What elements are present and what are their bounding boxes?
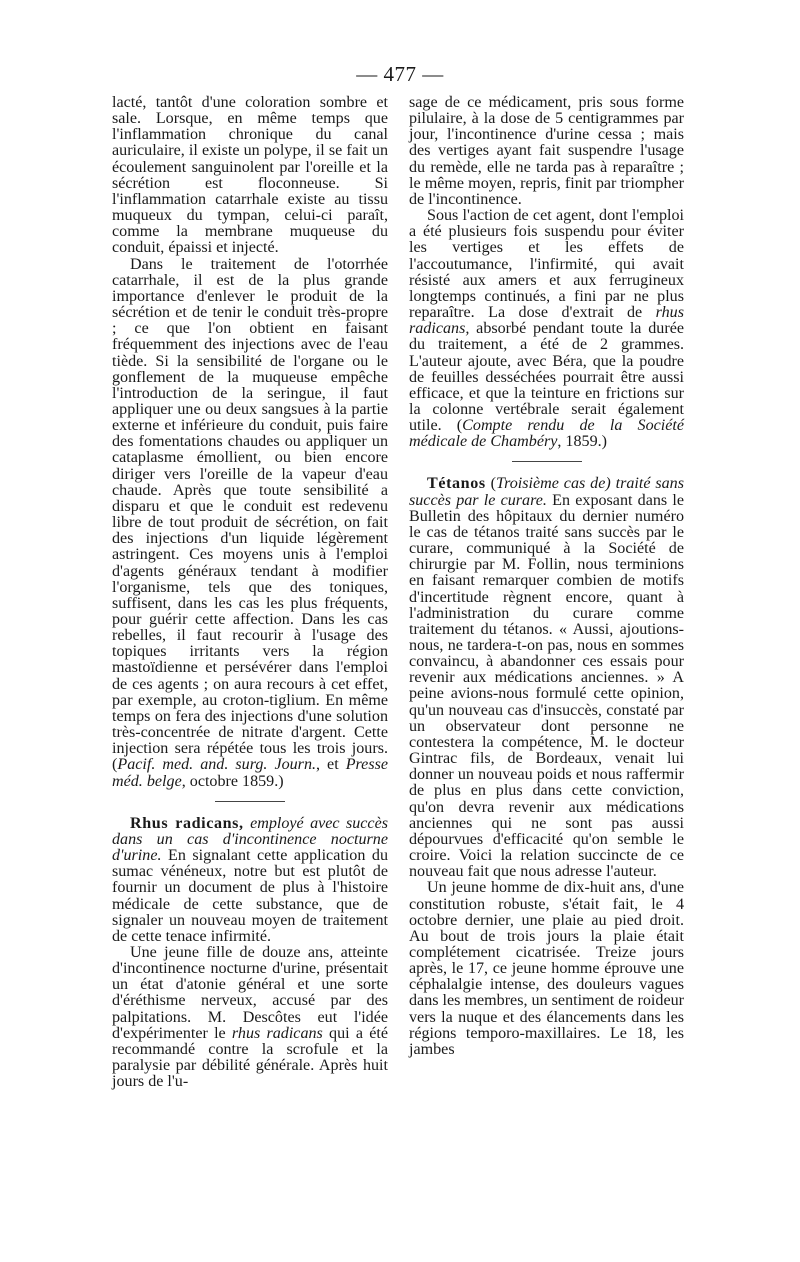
case-text-end: qui a été recommandé contre la scrofule et la paralysie par débilité générale. Après huit jours de l'u- xyxy=(112,1024,388,1091)
left-column xyxy=(112,95,388,1090)
citation-chambery: Compte rendu de la Société médicale de Chambéry xyxy=(409,417,684,451)
case-text-start: Une jeune fille de douze ans, atteinte d'incontinence nocturne d'urine, présentait un état d'atonie général et une sorte d'éréthisme nerveux, accusé par des palpitations. M. Descôtes eut l'idée d'expérimenter le xyxy=(112,943,388,1042)
paragraph-case-young-man: Un jeune homme de dix-huit ans, d'une constitution robuste, s'était fait, le 4 octobre dernier, une plaie au pied droit. Au bout de trois jours la plaie était complétement cicatrisée. Treize jours après, le 17, ce jeune homme éprouve une céphalalgie intense, des douleurs vagues dans les membres, un sentiment de roideur vers la nuque et des élancements dans les régions temporo-maxillaires. Le 18, les jambes xyxy=(409,879,684,1058)
tetanos-heading: Tétanos xyxy=(427,475,486,493)
paragraph-otorrhea-treatment xyxy=(112,257,388,790)
citation-pacif: Pacif. med. and. surg. Journ. xyxy=(117,756,317,774)
citation-year: , 1859.) xyxy=(557,433,607,451)
rhus-subtitle: employé avec succès dans un cas d'incontinence nocturne d'urine. xyxy=(112,814,388,865)
rhus-intro: En signalant cette application du sumac vénéneux, notre but est plutôt de fournir un document de plus à l'histoire médicale de cette substance, que de signaler un nouveau moyen de traitement de cette tenace infirmité. xyxy=(112,847,388,945)
citation-date: , octobre 1859.) xyxy=(181,772,284,790)
section-rhus-radicans xyxy=(112,816,388,945)
section-divider xyxy=(512,461,582,462)
tetanos-subtitle: Troisième cas de) traité sans succès par le curare. xyxy=(409,475,684,509)
treatment-text: Dans le traitement de l'otorrhée catarrhale, il est de la plus grande importance d'enlever le produit de la sécrétion et de tenir le conduit très-propre ; ce que l'on obtient en faisant fréquemment des injections avec de l'eau tiède. Si la sensibilité de l'organe ou le gonflement de la muqueuse empêche l'introduction de la seringue, il faut appliquer une ou deux sangsues à la partie externe et inférieure du conduit, puis faire des fomentations chaudes ou appliquer un cataplasme émollient, ou bien encore diriger vers l'oreille de la vapeur d'eau chaude. Après que toute sensibilité a disparu et que le conduit est redevenu libre de tout produit de sécrétion, on fait des injections d'un liquide légèrement astringent. Ces moyens unis à l'emploi d'agents généraux tendant à modifier l'organisme, tels que des toniques, suffisent, dans les cas les plus fréquents, pour guérir cette affection. Dans les cas rebelles, il faut recourir à l'usage des topiques irritants vers la région mastoïdienne et persévérer dans l'emploi de ces agents ; on aura recours à cet effet, par exemple, au croton-tiglium. En même temps on fera des injections d'une solution très-concentrée de nitrate d'argent. Cette injection sera répétée tous les trois jours. ( xyxy=(112,255,388,774)
dose-text-mid: absorbé pendant toute la durée du traitement, a été de 2 grammes. L'auteur ajoute, avec Béra, que la poudre de feuilles desséchées pourrait être aussi efficace, et que la teinture en frictions sur la colonne vertébrale serait également utile. ( xyxy=(409,320,684,435)
rhus-italic: rhus radicans xyxy=(231,1024,323,1042)
page-number: — 477 — xyxy=(356,62,444,86)
dose-text-start: Sous l'action de cet agent, dont l'emploi a été plusieurs fois suspendu pour éviter les vertiges et les effets de l'accoutumance, l'infirmité, qui avait résisté aux amers et aux ferrugineux longtemps continués, a fini par ne plus reparaître. La dose d'extrait de xyxy=(409,207,684,322)
tetanos-intro: En exposant dans le Bulletin des hôpitaux du dernier numéro le cas de tétanos traité sans succès par le curare, communiqué à la Société de chirurgie par M. Follin, nous terminions en faisant remarquer combien de motifs d'incertitude règnent encore, quant à l'administration du curare comme traitement du tétanos. « Aussi, ajoutions-nous, ne tardera-t-on pas, nous en sommes convaincu, à abandonner ces essais pour revenir aux médications anciennes. » A peine avions-nous formulé cette opinion, qu'un nouveau cas d'insuccès, constaté par un observateur dont personne ne contestera la compétence, M. le docteur Gintrac fils, de Bordeaux, venait lui donner un nouveau poids et nous raffermir de plus en plus dans cette conviction, qu'on devra revenir aux médications anciennes qui ne sont pas aussi dépourvues d'efficacité qu'on semble le croire. Voici la relation succincte de ce nouveau fait que nous adresse l'auteur. xyxy=(409,491,684,881)
paragraph-case-continued: sage de ce médicament, pris sous forme pilulaire, à la dose de 5 centigrammes par jour, l'incontinence d'urine cessa ; mais des vertiges ayant fait suspendre l'usage du remède, elle ne tarda pas à reparaître ; le même moyen, repris, finit par triompher de l'incontinence. xyxy=(409,94,684,208)
paragraph-rhus-dose xyxy=(409,208,684,450)
citation-presse: Presse méd. belge xyxy=(112,756,388,790)
section-divider xyxy=(215,801,285,802)
citation-joiner: , et xyxy=(316,756,346,774)
section-tetanos xyxy=(409,476,684,880)
tetanos-paren: ( xyxy=(485,475,497,493)
paragraph-case-girl xyxy=(112,945,388,1090)
rhus-italic-2: rhus radicans, xyxy=(409,304,684,338)
paragraph-otorrhea-end: lacté, tantôt d'une coloration sombre et sale. Lorsque, en même temps que l'inflammation chronique du canal auriculaire, il existe un polype, il se fait un écoulement sanguinolent par l'oreille et la sécrétion est floconneuse. Si l'inflammation catarrhale existe au tissu muqueux du tympan, celui-ci paraît, comme la membrane muqueuse du conduit, épaissi et injecté. xyxy=(112,94,388,257)
right-column xyxy=(409,95,684,1058)
rhus-heading: Rhus radicans, xyxy=(130,814,244,832)
